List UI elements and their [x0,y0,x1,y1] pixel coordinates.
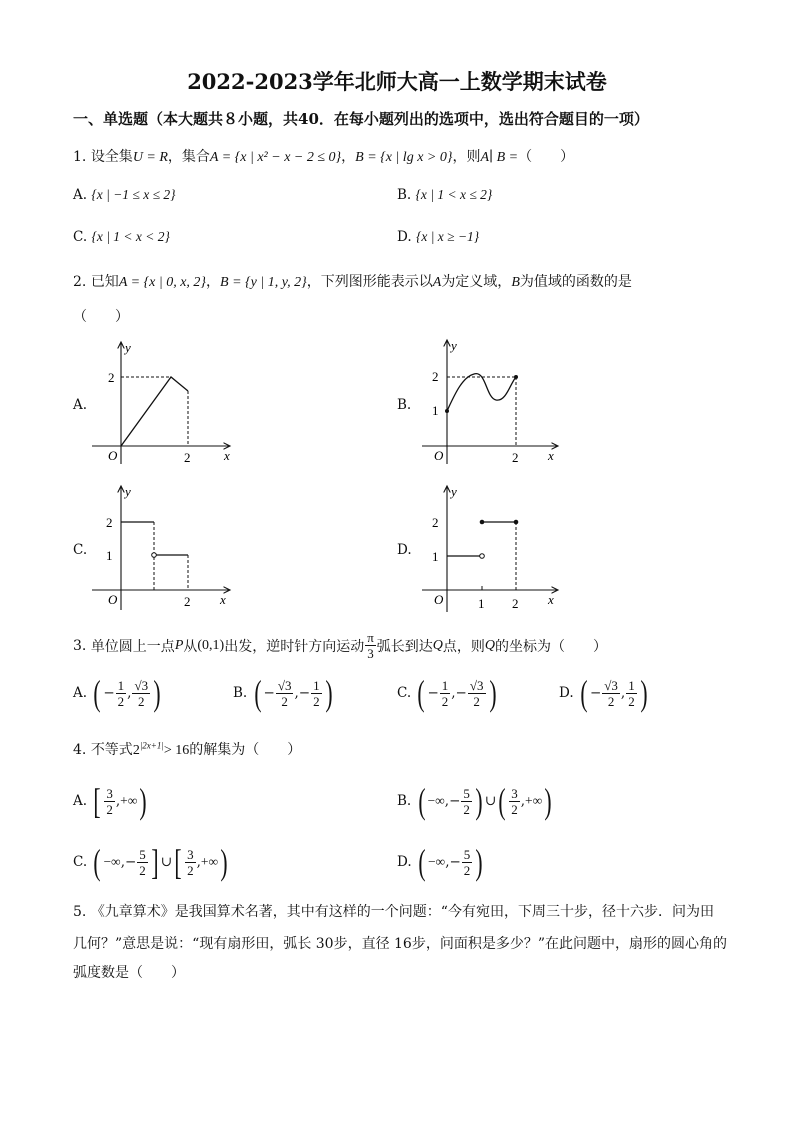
q1-number: 1. [73,149,87,165]
q3-stem-d: 弧长到达 [376,638,433,655]
q4-option-b[interactable]: B. ( −∞ , − $\frac{5}{2}$ ) ∪ ( $\frac{3}{2}$ , +∞ ) [397,781,552,821]
tick-label: 2 [184,594,191,609]
paren: ( [418,842,426,882]
origin-label: O [434,448,444,463]
tick-label: 1 [432,549,439,564]
neg-infinity: −∞ [103,854,121,869]
frac-num: 1 [628,677,635,693]
frac-den: 2 [138,693,145,709]
q4-option-c[interactable]: C. ( −∞ , − $\frac{5}{2}$ ] ∪ [ $\frac{3}{2}$ , +∞ ) [73,842,228,882]
origin-label: O [108,592,118,607]
q2-option-c-label[interactable]: C. [73,542,88,558]
option-label: B. [233,685,248,701]
tick-label: 2 [108,370,115,385]
tick-label: 1 [432,403,439,418]
bracket: [ [174,842,182,882]
tick-label: 2 [432,369,439,384]
tick-label: 2 [106,515,113,530]
endpoint-dot [445,409,449,413]
fraction [137,847,148,878]
q3-stem-b: 从 [183,638,198,655]
paren: ( [417,673,426,713]
option-label: C. [73,229,88,245]
y-axis-label: y [125,484,131,499]
fraction [185,847,196,878]
frac-den: 2 [607,693,615,709]
paren: ( [498,781,506,821]
q1-stem-a: 设全集 [90,149,133,165]
fraction [461,786,472,817]
q2-number: 2. [73,274,87,290]
section-heading: 一、单选题（本大题共８小题，共40．在每小题列出的选项中，选出符合题目的一项） [73,110,649,128]
fraction [116,678,127,709]
q2-blank: （ ） [73,309,129,325]
frac-den: 2 [463,862,471,878]
neg-infinity: −∞ [427,854,446,869]
sign: − [427,685,439,701]
q4-exponent: |2x+1| [139,740,164,751]
option-label: C. [397,685,412,701]
q1-set-a: A = {x | x² − x − 2 ≤ 0} [209,150,342,165]
paren: ) [544,781,552,821]
neg-infinity: −∞ [427,793,445,808]
q4-number: 4. [73,742,87,758]
q3-stem-c: 出发，逆时针方向运动 [224,638,365,655]
fraction [462,847,473,878]
sign: − [298,685,311,701]
x-axis-label: x [220,592,226,607]
q1-set-b: B = {x | lg x > 0} [355,150,453,165]
q3-option-b[interactable]: B. ( − $\frac{√3}{2}$ , − $\frac{1}{2}$ ) [233,673,333,713]
paren: ) [153,673,161,713]
q3-option-d[interactable]: D. ( − $\frac{√3}{2}$ , $\frac{1}{2}$ ) [559,673,648,713]
q4-stem-a: 不等式 [90,742,133,758]
option-text: {x | 1 < x ≤ 2} [415,187,493,202]
union: ∪ [160,854,173,870]
frac-num: √3 [469,677,484,693]
frac-den: 2 [511,801,518,817]
y-axis-label: y [125,340,131,355]
function-curve [121,377,188,446]
frac-num: 3 [106,785,113,801]
frac-den: 2 [117,693,125,709]
q1-option-a[interactable] [73,187,176,203]
infinity: +∞ [524,793,543,808]
frac-num: √3 [604,677,618,693]
paren: ) [324,673,333,713]
q1-expression: A∣ B = [480,150,519,165]
frac-num: √3 [134,677,149,693]
paren: ( [580,673,588,713]
tick-label: 2 [512,450,519,465]
fraction [276,678,294,709]
q3-option-a[interactable]: A. ( − $\frac{1}{2}$ , $\frac{√3}{2}$ ) [73,673,161,713]
origin-label: O [434,592,444,607]
q2-set-b: B = {y | 1, y, 2} [220,275,307,290]
q3-number: 3. [73,637,87,654]
fraction [626,678,637,709]
function-curve [447,374,516,411]
frac-den: 2 [313,693,320,709]
option-text: {x | −1 ≤ x ≤ 2} [91,187,176,202]
sign: − [103,685,115,701]
union: ∪ [484,793,497,809]
sign: − [455,685,467,701]
frac-num: 5 [463,785,470,801]
y-axis-label: y [451,338,457,353]
q2-set-a: A = {x | 0, x, 2} [118,275,207,290]
q4-option-d[interactable]: D. ( −∞ , − $\frac{5}{2}$ ) [397,842,483,882]
q3-p: P [174,637,184,653]
q1-option-b[interactable] [397,187,492,203]
fraction [509,786,520,817]
sign: − [449,793,461,809]
q4-stem-b: 的解集为（ ） [189,742,302,758]
q1-universal-set: U = R [132,150,168,165]
tick-label: 1 [478,596,485,611]
frac-den: 2 [473,693,480,709]
frac-num: √3 [277,677,292,693]
q4-rhs: > 16 [163,743,190,758]
fraction [468,678,486,709]
infinity: +∞ [200,854,219,869]
question-4-stem [73,739,301,759]
q2-stem-c: 为定义域， [441,274,512,290]
option-label: D. [397,229,412,245]
q4-option-a[interactable]: A. [ $\frac{3}{2}$ , +∞ ) [73,781,147,821]
q3-arc-fraction [365,630,376,661]
paren: ) [220,842,228,882]
q3-stem-f: 的坐标为（ ） [495,638,608,655]
frac-num: 1 [117,677,125,693]
paren: ) [640,673,648,713]
frac-num: 5 [463,846,471,862]
q1-stem-c: ，则 [452,149,481,165]
open-point [480,554,485,559]
paren: ) [475,781,483,821]
option-label: A. [73,793,88,809]
sign: − [589,685,602,701]
frac-den: 2 [281,693,288,709]
endpoint-dot [514,375,518,379]
graph-a[interactable] [88,336,238,468]
option-label: B. [397,793,412,809]
frac-den: 2 [463,801,470,817]
option-text: {x | x ≥ −1} [415,229,480,244]
frac-den: 2 [187,862,194,878]
question-3-stem [73,630,607,661]
fraction [104,786,115,817]
frac-den: 2 [139,862,146,878]
q3-stem-e: 点，则 [442,638,485,655]
paren: ( [417,781,426,821]
paren: ( [253,673,262,713]
frac-num: 5 [139,846,146,862]
open-point [152,553,157,558]
question-5-line-2: 几何？”意思是说：“现有扇形田，弧长 30步，直径 16步，问面积是多少？”在此问题中，扇形的圆心角的 [73,936,727,952]
tick-label: 2 [432,515,439,530]
option-label: C. [73,854,88,870]
option-label: D. [397,854,412,870]
option-label: D. [559,685,574,701]
paren: ( [93,673,101,713]
frac-num: 1 [441,677,449,693]
q4-base: 2 [132,743,140,758]
fraction [440,678,451,709]
closed-point [480,520,485,525]
paren: ) [139,781,147,821]
q2-a: A [432,275,442,290]
page-title: 2022-2023学年北师大高一上数学期末试卷 [187,69,607,94]
q3-q: Q [432,637,443,653]
tick-label: 2 [512,596,519,611]
q1-comma: ， [341,149,356,165]
frac-den: 2 [628,693,635,709]
q2-option-a-label[interactable]: A. [73,397,88,413]
y-axis-label: y [451,484,457,499]
frac-num: 3 [187,846,194,862]
question-5-line-3: 弧度数是（ ） [73,965,185,981]
question-1-stem [73,146,574,166]
tick-label: 1 [106,548,113,563]
q1-option-d[interactable] [397,229,479,245]
option-label: A. [73,187,88,203]
q3-start-point: (0,1) [197,637,225,653]
origin-label: O [108,448,118,463]
paren: ( [93,842,102,882]
x-axis-label: x [548,592,554,607]
q2-stem-a: 已知 [90,274,119,290]
q3-q2: Q [484,637,496,653]
frac-den: 3 [367,646,374,661]
q1-blank: （ ） [518,149,575,165]
frac-num: 1 [313,677,320,693]
graph-c[interactable] [88,482,238,614]
q1-option-c[interactable] [73,229,170,245]
infinity: +∞ [120,793,138,808]
option-text: {x | 1 < x < 2} [91,229,170,244]
sign: − [449,854,461,870]
fraction [311,678,322,709]
sign: − [124,854,137,870]
frac-den: 2 [106,801,113,817]
q2-option-d-label[interactable]: D. [397,542,412,558]
q2-comma: ， [206,274,221,290]
x-axis-label: x [548,448,554,463]
tick-label: 2 [184,450,191,465]
fraction [602,678,620,709]
bracket: [ [93,781,101,821]
question-5-line-1 [73,901,714,921]
q5-number: 5. [73,904,87,920]
q3-stem-a: 单位圆上一点 [90,638,175,655]
fraction [132,678,150,709]
x-axis-label: x [224,448,230,463]
paren: ) [488,673,497,713]
graph-d[interactable] [414,482,564,616]
option-label: A. [73,685,88,701]
sign: − [263,685,275,701]
q3-option-c[interactable]: C. ( − $\frac{1}{2}$ , − $\frac{√3}{2}$ ) [397,673,497,713]
paren: ) [475,842,483,882]
graph-b[interactable] [414,336,564,468]
q5-text-line-1: 《九章算术》是我国算术名著，其中有这样的一个问题：“今有宛田，下周三十步，径十六步．问为田 [90,904,714,920]
frac-num: 3 [511,785,518,801]
q2-stem-b: ，下列图形能表示以 [306,274,433,290]
option-label: B. [397,187,412,203]
q2-stem-d: 为值域的函数的是 [519,274,632,290]
frac-num: π [367,630,374,645]
closed-point [514,520,519,525]
bracket: ] [151,842,159,882]
q2-option-b-label[interactable]: B. [397,397,412,413]
question-2-stem [73,271,632,291]
frac-den: 2 [441,693,449,709]
q1-stem-b: ，集合 [167,149,210,165]
q2-b: B [511,275,520,290]
